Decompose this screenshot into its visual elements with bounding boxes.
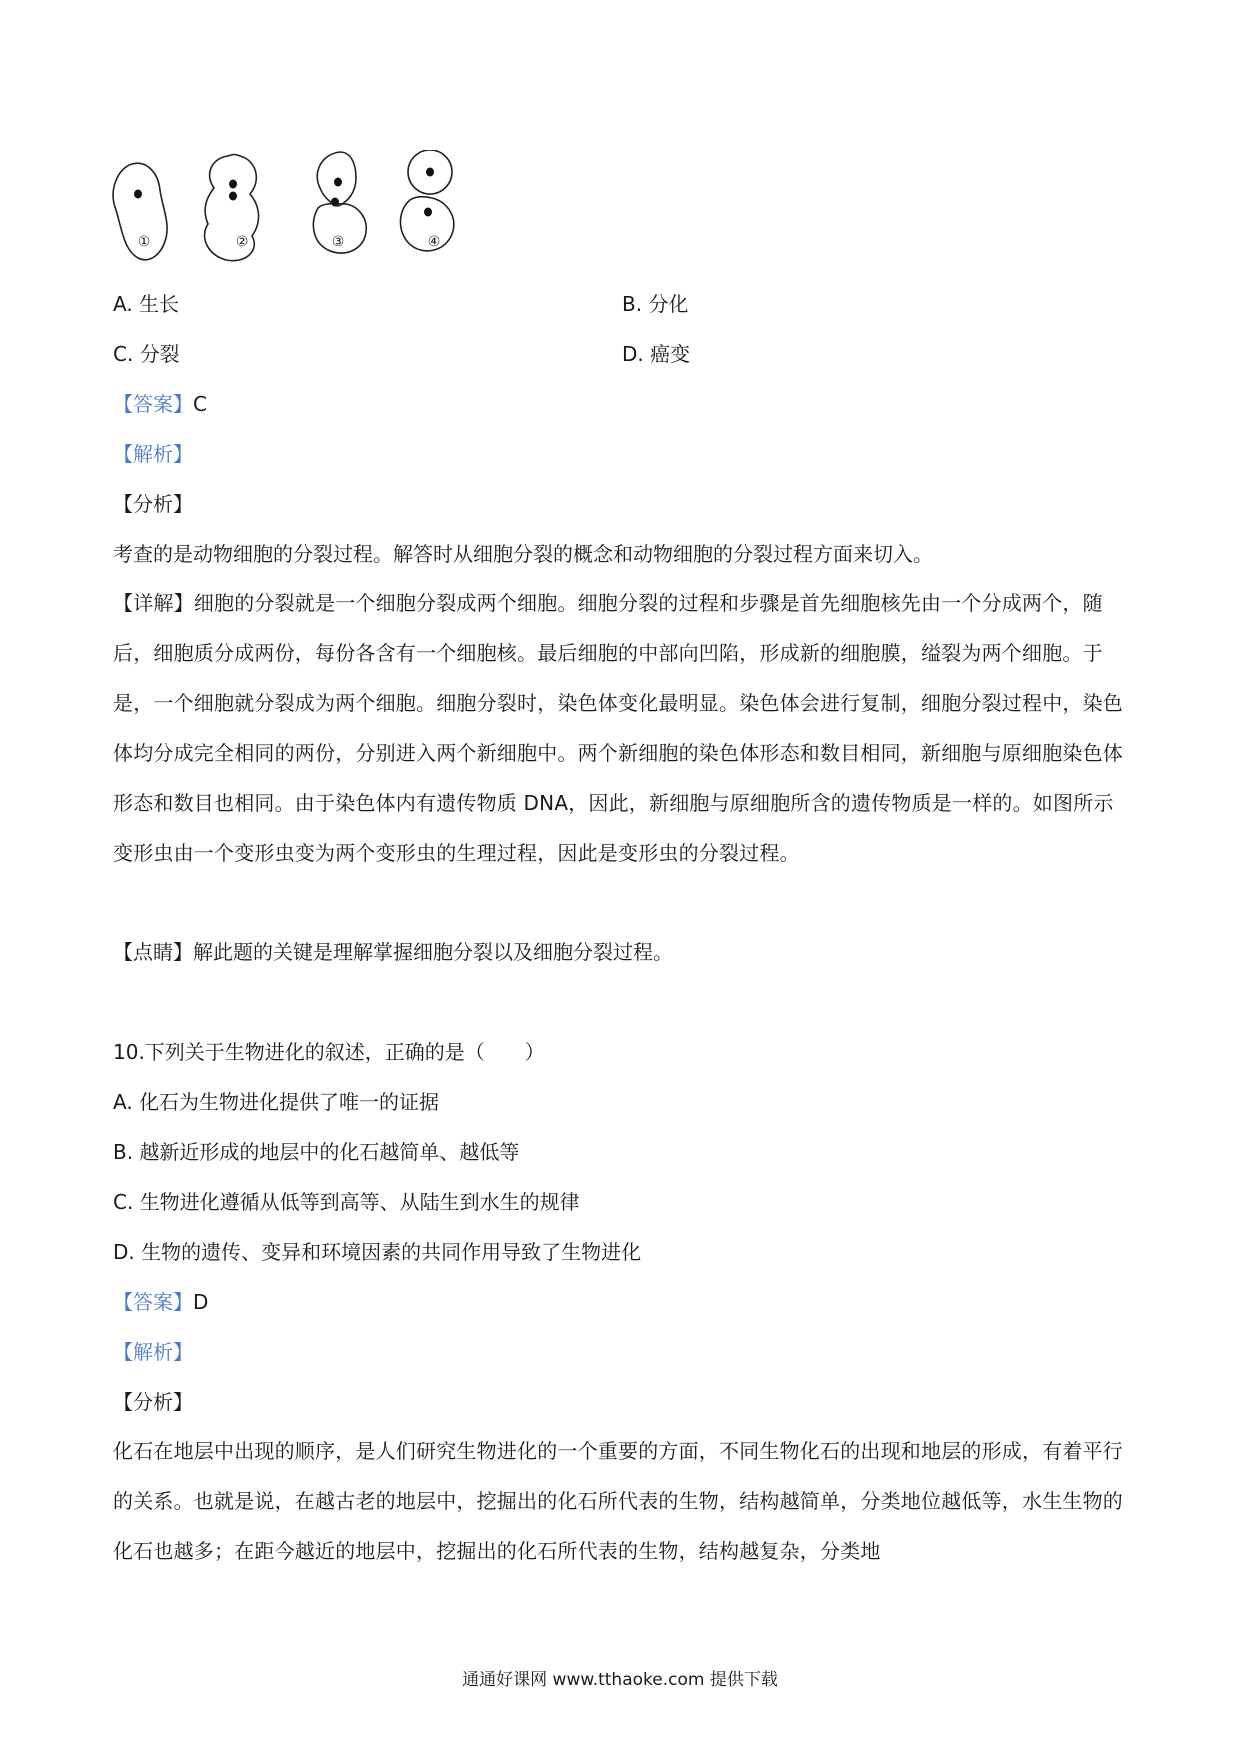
q10-fenxi-text: 化石在地层中出现的顺序，是人们研究生物进化的一个重要的方面，不同生物化石的出现和地层的形成，有着平行的关系。也就是说，在越古老的地层中，挖掘出的化石所代表的生物，结构越简单，分类地位越低等，水生生物的化石也越多；在距今越近的地层中，挖掘出的化石所代表的生物，结构越复杂，分类地 [113, 1439, 1123, 1563]
q9-fenxi-text: 考查的是动物细胞的分裂过程。解答时从细胞分裂的概念和动物细胞的分裂过程方面来切入。 [113, 542, 933, 566]
nucleus-3b [331, 198, 339, 207]
q10-fenxi-tag: 【分析】 [113, 1390, 193, 1414]
point-tag: 【点睛】 [113, 940, 193, 964]
q10-option-a: A. 化石为生物进化提供了唯一的证据 [113, 1090, 440, 1114]
page-footer: 通通好课网 www.tthaoke.com 提供下载 [462, 1670, 778, 1690]
q10-option-c: C. 生物进化遵循从低等到高等、从陆生到水生的规律 [113, 1190, 580, 1214]
cell-division-figure [110, 150, 510, 280]
q9-option-b: B. 分化 [622, 292, 689, 316]
nucleus-4b [424, 208, 432, 217]
q10-option-d: D. 生物的遗传、变异和环境因素的共同作用导致了生物进化 [113, 1240, 642, 1264]
q9-detail [113, 578, 1133, 878]
q9-fenxi-tag: 【分析】 [113, 492, 193, 516]
nucleus-2a [229, 180, 237, 189]
nucleus-3a [334, 178, 342, 187]
q10-option-b: B. 越新近形成的地层中的化石越简单、越低等 [113, 1140, 520, 1164]
q9-point [113, 938, 673, 966]
figure-label-2: ② [235, 234, 249, 250]
answer-value: C [193, 392, 207, 416]
answer-tag: 【答案】 [113, 1290, 193, 1314]
q9-option-a: A. 生长 [113, 292, 180, 316]
q9-answer [113, 390, 207, 418]
answer-value: D [193, 1290, 209, 1314]
detail-tag: 【详解】 [113, 591, 194, 615]
cell-stage-2-outline [205, 155, 259, 261]
figure-label-3: ③ [331, 234, 345, 250]
q10-answer [113, 1288, 208, 1316]
nucleus-2b [229, 192, 237, 201]
figure-label-4: ④ [427, 234, 441, 250]
q9-analysis-tag: 【解析】 [113, 442, 193, 466]
q10-analysis-tag: 【解析】 [113, 1340, 193, 1364]
nucleus-1 [134, 190, 142, 199]
detail-text: 细胞的分裂就是一个细胞分裂成两个细胞。细胞分裂的过程和步骤是首先细胞核先由一个分成两个，随后，细胞质分成两份，每份各含有一个细胞核。最后细胞的中部向凹陷，形成新的细胞膜，缢裂为两个细胞。于是，一个细胞就分裂成为两个细胞。细胞分裂时，染色体变化最明显。染色体会进行复制，细胞分裂过程中，染色体均分成完全相同的两份，分别进入两个新细胞中。两个新细胞的染色体形态和数目相同，新细胞与原细胞染色体形态和数目也相同。由于染色体内有遗传物质 DNA，因此，新细胞与原细胞所含的遗传物质是一样的。如图所示变形虫由一个变形虫变为两个变形虫的生理过程，因此是变形虫的分裂过程。 [113, 591, 1123, 865]
nucleus-4a [426, 168, 434, 177]
figure-label-1: ① [137, 234, 151, 250]
answer-tag: 【答案】 [113, 392, 193, 416]
point-text: 解此题的关键是理解掌握细胞分裂以及细胞分裂过程。 [193, 940, 673, 964]
q10-stem: 10.下列关于生物进化的叙述，正确的是（ ） [113, 1040, 545, 1064]
q9-option-d: D. 癌变 [622, 342, 691, 366]
q9-option-c: C. 分裂 [113, 342, 180, 366]
